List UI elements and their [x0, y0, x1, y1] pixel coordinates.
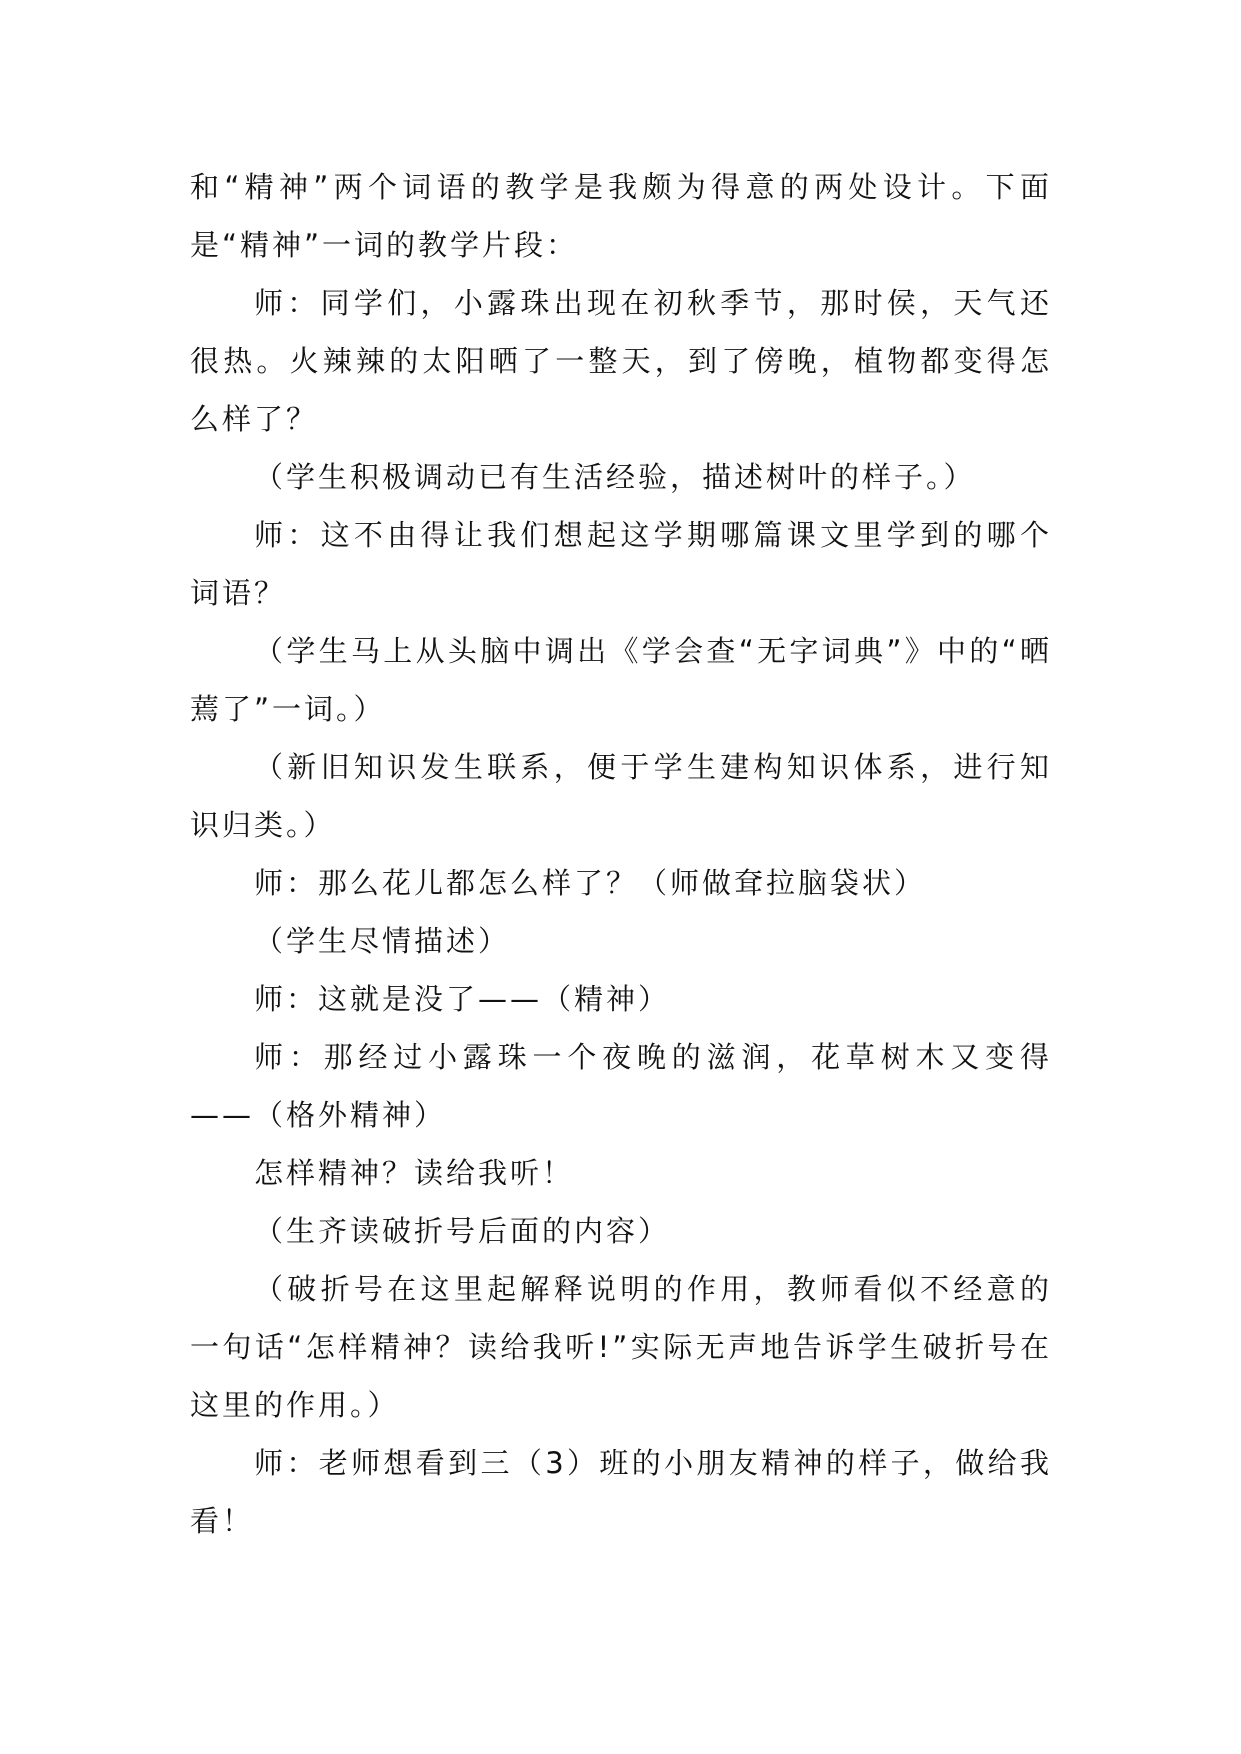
paragraph: （生齐读破折号后面的内容）: [254, 1214, 671, 1248]
paragraph: 师：老师想看到三（3）班的小朋友精神的样子，做给我看！: [190, 1446, 1052, 1538]
paragraph: （学生马上从头脑中调出《学会查“无字词典”》中的“晒蔫了”一词。）: [190, 634, 1052, 726]
paragraph: 怎样精神？读给我听！: [254, 1156, 575, 1190]
document-body: [190, 158, 1052, 1550]
paragraph: 师：同学们，小露珠出现在初秋季节，那时侯，天气还很热。火辣辣的太阳晒了一整天，到了傍晚，植物都变得怎么样了？: [190, 286, 1052, 436]
paragraph: 师：那经过小露珠一个夜晚的滋润，花草树木又变得——（格外精神）: [190, 1040, 1052, 1132]
paragraph: 和“精神”两个词语的教学是我颇为得意的两处设计。下面是“精神”一词的教学片段：: [190, 170, 1052, 262]
paragraph: 师：那么花儿都怎么样了？（师做耷拉脑袋状）: [254, 866, 927, 900]
paragraph: （破折号在这里起解释说明的作用，教师看似不经意的一句话“怎样精神？读给我听!”实际无声地告诉学生破折号在这里的作用。）: [190, 1272, 1052, 1422]
paragraph: 师：这就是没了——（精神）: [254, 982, 671, 1016]
paragraph: （新旧知识发生联系，便于学生建构知识体系，进行知识归类。）: [190, 750, 1052, 842]
paragraph: （学生积极调动已有生活经验，描述树叶的样子。）: [254, 460, 976, 494]
paragraph: （学生尽情描述）: [254, 924, 511, 958]
paragraph: 师：这不由得让我们想起这学期哪篇课文里学到的哪个词语？: [190, 518, 1052, 610]
